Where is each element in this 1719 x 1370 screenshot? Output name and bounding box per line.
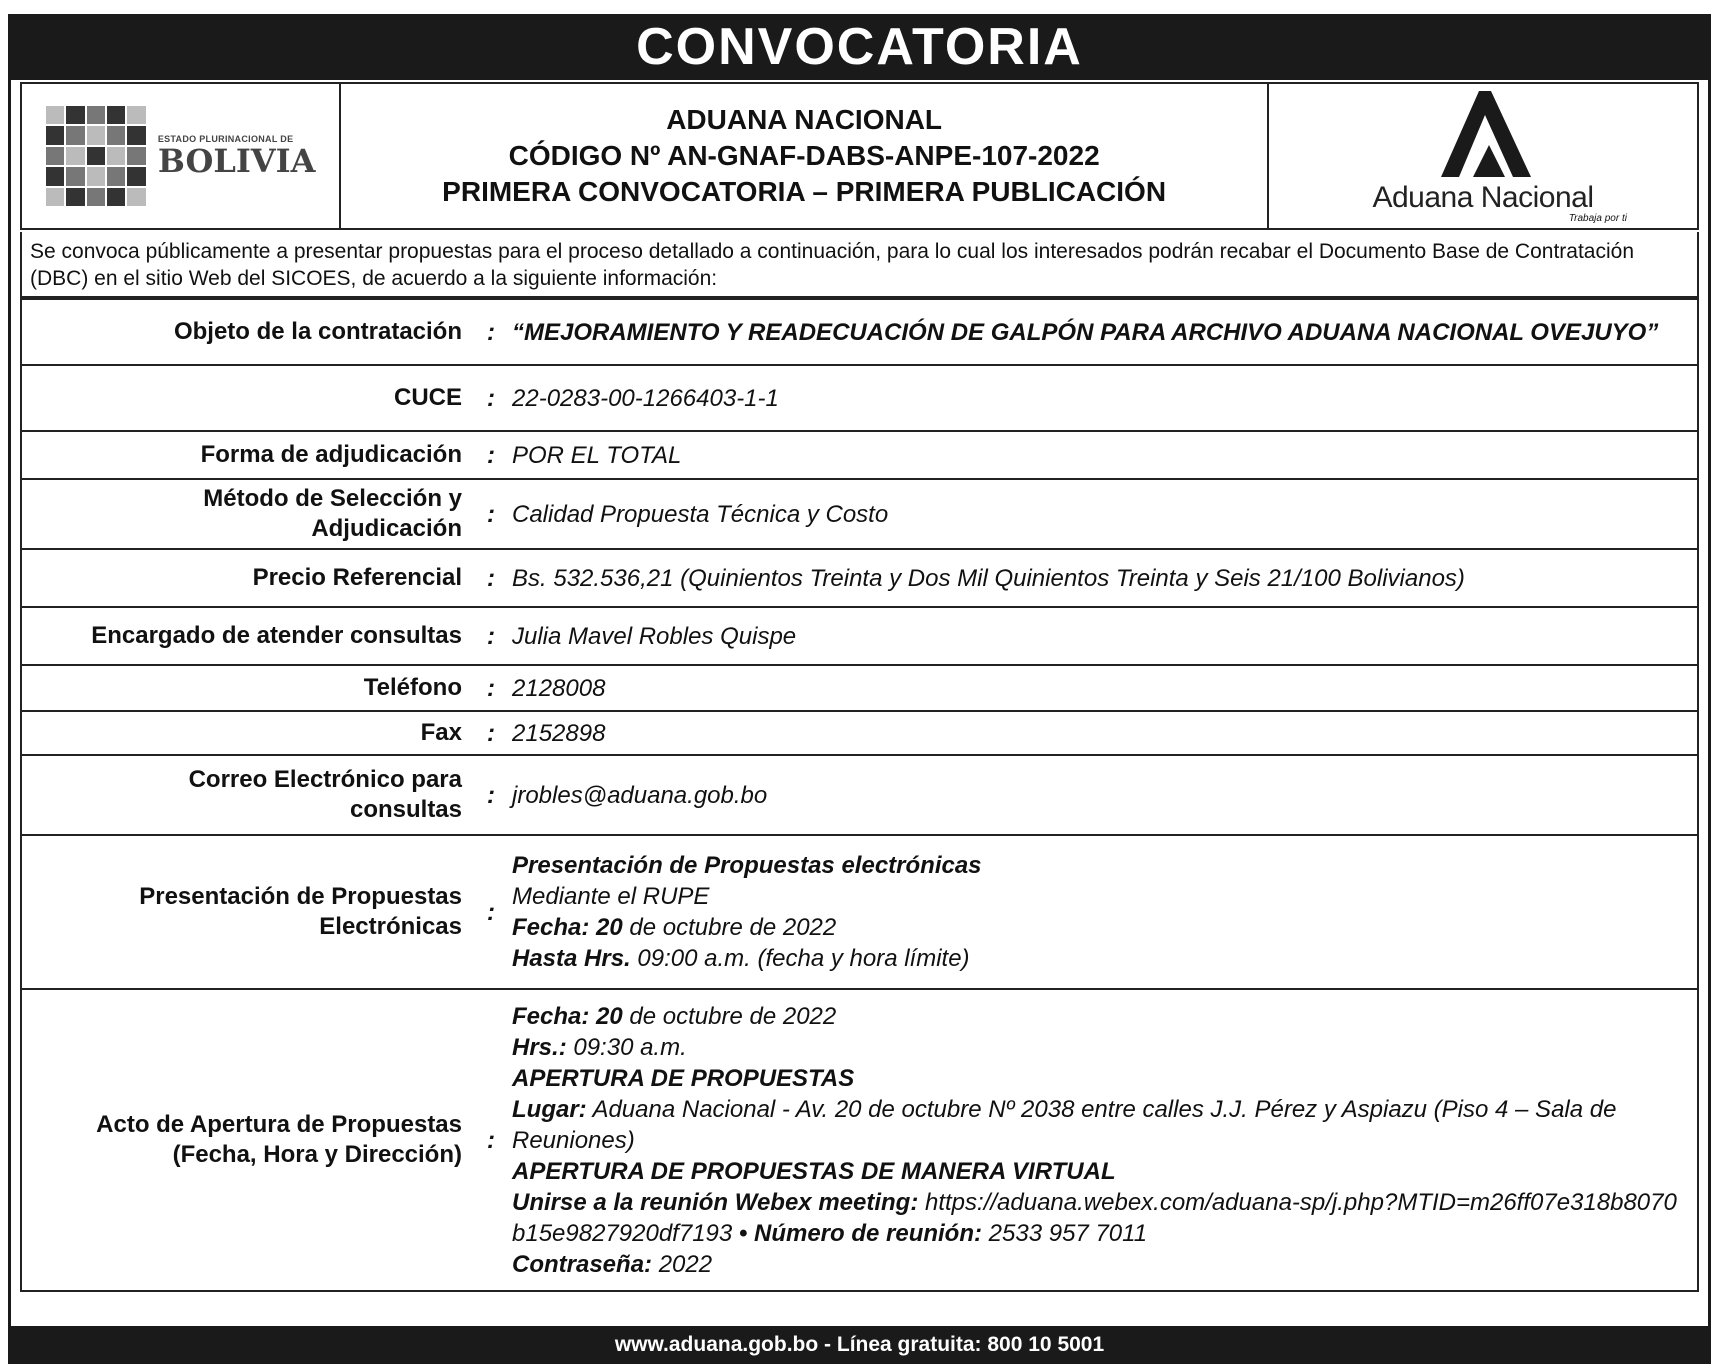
page-title: CONVOCATORIA (8, 14, 1711, 80)
header-line-1: ADUANA NACIONAL (666, 104, 943, 135)
row-encargado (21, 607, 1698, 665)
header-title-block (341, 84, 1269, 228)
label-forma: Forma de adjudicación (21, 431, 470, 479)
label-objeto: Objeto de la contratación (21, 299, 470, 365)
bolivia-emblem-icon (46, 106, 146, 206)
row-telefono (21, 665, 1698, 711)
label-cuce: CUCE (21, 365, 470, 431)
row-metodo (21, 479, 1698, 549)
header (20, 82, 1699, 230)
colon: : (487, 384, 495, 412)
value-forma: POR EL TOTAL (512, 441, 682, 469)
label-apertura: Acto de Apertura de Propuestas (Fecha, Hora y Dirección) (21, 989, 470, 1291)
value-correo[interactable]: jrobles@aduana.gob.bo (512, 781, 768, 809)
row-objeto (21, 299, 1698, 365)
webex-link[interactable]: https://aduana.webex.com/aduana-sp/j.php?MTID=m26ff07e318b8070b15e9827920df7193 (512, 1188, 1677, 1247)
colon: : (487, 318, 495, 346)
footer: www.aduana.gob.bo - Línea gratuita: 800 10 5001 (8, 1326, 1711, 1364)
label-correo: Correo Electrónico para consultas (21, 755, 470, 835)
value-encargado: Julia Mavel Robles Quispe (512, 622, 797, 650)
colon: : (487, 441, 495, 469)
colon: : (487, 564, 495, 592)
colon: : (487, 719, 495, 747)
colon: : (487, 1126, 495, 1154)
label-precio: Precio Referencial (21, 549, 470, 607)
bolivia-logo-small-text: ESTADO PLURINACIONAL DE (157, 134, 294, 144)
label-presentacion: Presentación de Propuestas Electrónicas (21, 835, 470, 989)
value-objeto: “MEJORAMIENTO Y READECUACIÓN DE GALPÓN PARA ARCHIVO ADUANA NACIONAL OVEJUYO” (512, 318, 1659, 346)
aduana-logo (1269, 84, 1697, 228)
value-precio: Bs. 532.536,21 (Quinientos Treinta y Dos Mil Quinientos Treinta y Seis 21/100 Bolivianos) (512, 564, 1465, 592)
bolivia-logo (22, 84, 341, 228)
row-forma (21, 431, 1698, 479)
bolivia-logo-text: BOLIVIA (157, 142, 316, 180)
value-presentacion: Presentación de Propuestas electrónicas Mediante el RUPE Fecha: 20 de octubre de 2022 Hasta Hrs. 09:00 a.m. (fecha y hora límite) (512, 852, 982, 972)
label-fax: Fax (21, 711, 470, 755)
row-fax (21, 711, 1698, 755)
header-line-2: CÓDIGO Nº AN-GNAF-DABS-ANPE-107-2022 (508, 140, 1100, 171)
value-metodo: Calidad Propuesta Técnica y Costo (512, 500, 889, 528)
row-presentacion (21, 835, 1698, 989)
label-telefono: Teléfono (21, 665, 470, 711)
row-apertura (21, 989, 1698, 1291)
info-table (20, 298, 1699, 1292)
aduana-logo-name: Aduana Nacional (1372, 180, 1594, 214)
value-telefono: 2128008 (512, 674, 606, 702)
value-apertura: Fecha: 20 de octubre de 2022 Hrs.: 09:30 a.m. APERTURA DE PROPUESTAS Lugar: Aduana Nacional - Av. 20 de octubre Nº 2038 entre calles J.J. Pérez y Aspiazu (Piso 4 – Sala de Reuniones) APERTURA DE PROPUESTAS DE MANERA VIRTUAL Unirse a la reunión Webex meeting: https://aduana.webex.com/aduana-sp/j.php?MTID=m26ff07e318b8070b15e9827920df7193 • Número de reunión: 2533 957 7011 Contraseña: 2022 (512, 1002, 1677, 1278)
row-correo (21, 755, 1698, 835)
colon: : (487, 898, 495, 926)
intro-text: Se convoca públicamente a presentar propuestas para el proceso detallado a continuación, para lo cual los interesados podrán recabar el Documento Base de Contratación (DBC) en el sitio Web del SICOES, de acuerdo a la siguiente información: (20, 232, 1699, 298)
colon: : (487, 781, 495, 809)
aduana-logo-tagline: Trabaja por ti (1568, 212, 1627, 224)
header-line-3: PRIMERA CONVOCATORIA – PRIMERA PUBLICACIÓN (442, 176, 1167, 207)
row-cuce (21, 365, 1698, 431)
aduana-mountain-icon (1433, 89, 1533, 179)
row-precio (21, 549, 1698, 607)
colon: : (487, 500, 495, 528)
value-fax: 2152898 (512, 719, 606, 747)
colon: : (487, 674, 495, 702)
label-encargado: Encargado de atender consultas (21, 607, 470, 665)
label-metodo: Método de Selección y Adjudicación (21, 479, 470, 549)
colon: : (487, 622, 495, 650)
value-cuce: 22-0283-00-1266403-1-1 (512, 384, 779, 412)
